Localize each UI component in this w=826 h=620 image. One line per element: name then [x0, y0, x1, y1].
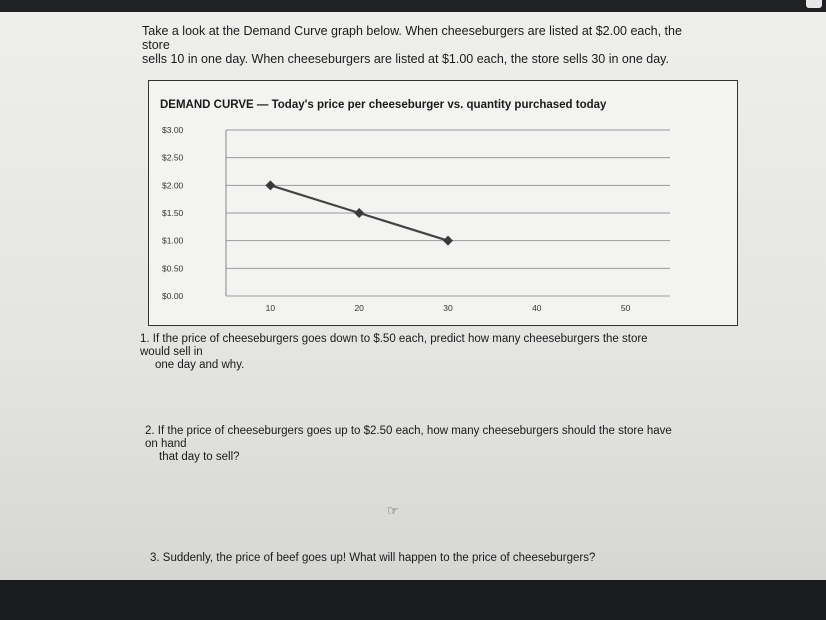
intro-line-3: sells 10 in one day. When cheeseburgers are listed at $1.00 each, the store sells 30 in one day.	[142, 52, 669, 66]
question-2	[145, 425, 745, 464]
x-tick-label: 40	[532, 303, 542, 313]
question-2-line-2: on hand	[145, 438, 187, 450]
y-tick-label: $2.00	[162, 180, 184, 191]
bottom-bar	[0, 580, 826, 620]
y-tick-label: $0.50	[162, 263, 184, 274]
top-bar	[0, 0, 826, 12]
y-tick-label: $1.50	[162, 208, 184, 218]
x-tick-label: 20	[354, 303, 364, 313]
question-1	[140, 333, 740, 372]
x-tick-label: 30	[443, 303, 453, 313]
y-tick-label: $2.50	[162, 152, 184, 163]
x-tick-label: 10	[265, 303, 276, 313]
data-point-marker	[354, 208, 364, 218]
question-1-line-1: 1. If the price of cheeseburgers goes down to $.50 each, predict how many cheeseburgers the store	[140, 333, 648, 345]
question-3-line-1: 3. Suddenly, the price of beef goes up! What will happen to the price of cheeseburgers?	[150, 552, 596, 564]
question-3	[150, 552, 750, 565]
x-tick-label: 50	[620, 303, 631, 313]
intro-paragraph	[142, 24, 742, 66]
intro-line-2: store	[142, 38, 170, 52]
question-1-line-3: one day and why.	[155, 359, 245, 371]
grid-lines	[226, 130, 670, 296]
y-tick-label: $0.00	[162, 291, 184, 301]
y-tick-label: $1.00	[162, 235, 184, 246]
data-point-marker	[443, 236, 453, 246]
demand-curve-chart	[148, 80, 738, 326]
question-1-line-2: would sell in	[140, 346, 203, 358]
axis-ticks	[162, 125, 631, 313]
chart-title: DEMAND CURVE — Today's price per cheeseburger vs. quantity purchased today	[160, 99, 607, 111]
window-corner-button[interactable]	[806, 0, 822, 8]
hand-pointer-icon: ☞	[387, 503, 399, 518]
y-tick-label: $3.00	[162, 125, 184, 135]
question-2-line-3: that day to sell?	[159, 451, 240, 463]
intro-line-1: Take a look at the Demand Curve graph below. When cheeseburgers are listed at $2.00 each, the	[142, 24, 682, 38]
data-point-marker	[265, 180, 275, 190]
question-2-line-1: 2. If the price of cheeseburgers goes up to $2.50 each, how many cheeseburgers should the store have	[145, 425, 672, 437]
